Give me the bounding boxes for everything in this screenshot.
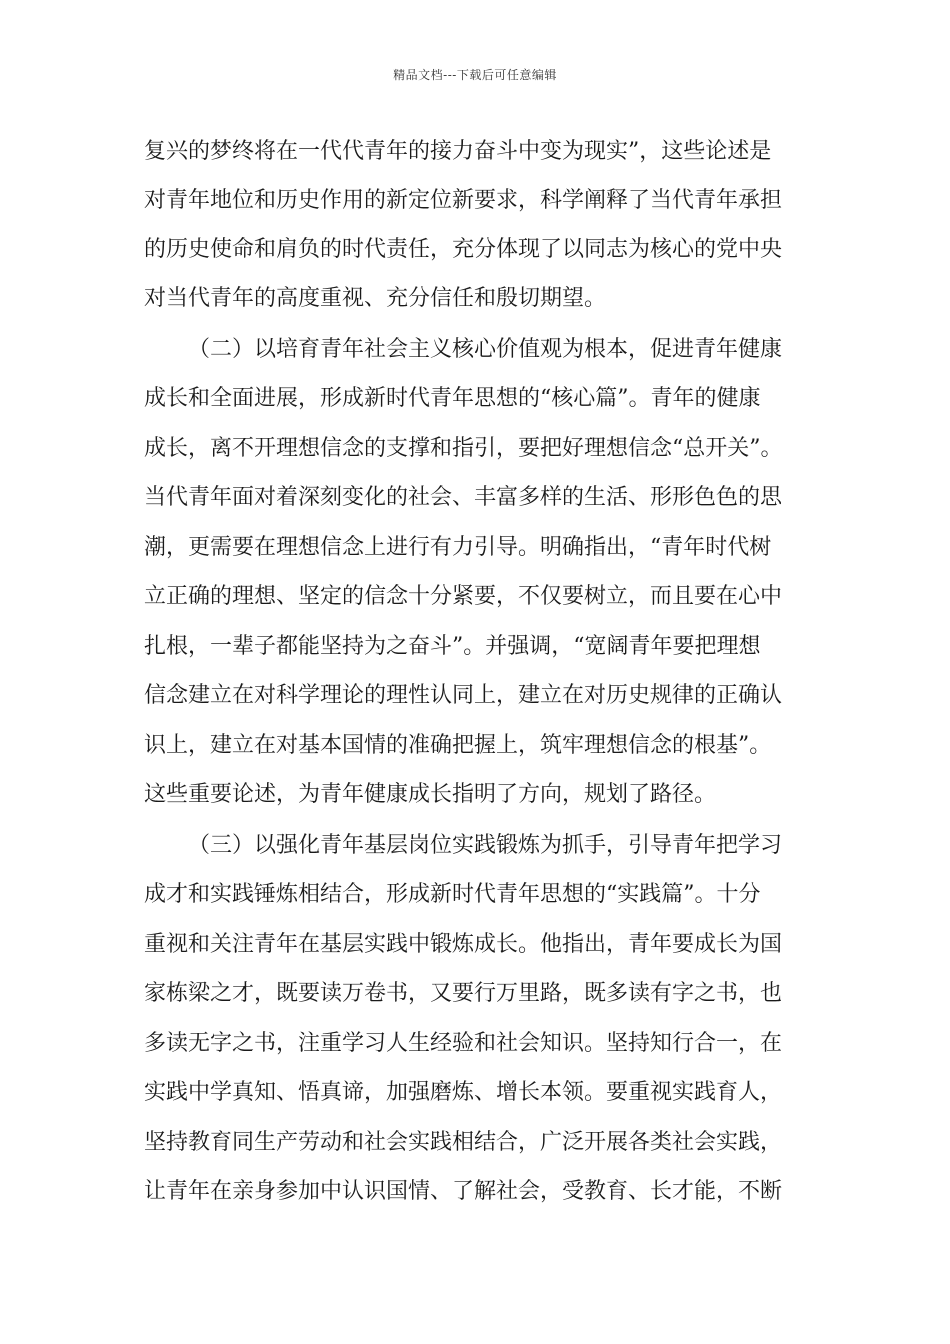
text-line: 重视和关注青年在基层实践中锻炼成长。他指出，青年要成长为国: [144, 932, 783, 957]
text-line: 复兴的梦终将在一代代青年的接力奋斗中变为现实”，这些论述是: [144, 139, 772, 164]
text-line: 对青年地位和历史作用的新定位新要求，科学阐释了当代青年承担: [144, 188, 783, 213]
text-line: 实践中学真知、悟真谛，加强磨炼、增长本领。要重视实践育人，: [144, 1080, 783, 1105]
text-line: 成长和全面进展，形成新时代青年思想的“核心篇”。青年的健康: [144, 386, 761, 411]
text-line: （二）以培育青年社会主义核心价值观为根本，促进青年健康: [188, 337, 783, 362]
text-line: 的历史使命和肩负的时代责任，充分体现了以同志为核心的党中央: [144, 237, 783, 262]
text-line: 成才和实践锤炼相结合，形成新时代青年思想的“实践篇”。十分: [144, 882, 761, 907]
text-line: 多读无字之书，注重学习人生经验和社会知识。坚持知行合一，在: [144, 1031, 783, 1056]
text-line: 立正确的理想、坚定的信念十分紧要，不仅要树立，而且要在心中: [144, 584, 783, 609]
text-line: 信念建立在对科学理论的理性认同上，建立在对历史规律的正确认: [144, 683, 783, 708]
page-header: 精品文档---下载后可任意编辑: [393, 68, 557, 82]
text-line: 识上，建立在对基本国情的准确把握上，筑牢理想信念的根基”。: [144, 733, 772, 758]
text-line: 成长，离不开理想信念的支撑和指引，要把好理想信念“总开关”。: [144, 436, 783, 461]
text-line: 扎根，一辈子都能坚持为之奋斗”。并强调，“宽阔青年要把理想: [144, 634, 761, 659]
text-line: 让青年在亲身参加中认识国情、了解社会，受教育、长才能，不断: [144, 1179, 783, 1204]
text-line: 对当代青年的高度重视、充分信任和殷切期望。: [144, 286, 607, 311]
text-line: 坚持教育同生产劳动和社会实践相结合，广泛开展各类社会实践，: [144, 1130, 783, 1155]
text-line: （三）以强化青年基层岗位实践锻炼为抓手，引导青年把学习: [188, 833, 783, 858]
text-line: 家栋梁之才，既要读万卷书，又要行万里路，既多读有字之书，也: [144, 981, 783, 1006]
text-line: 当代青年面对着深刻变化的社会、丰富多样的生活、形形色色的思: [144, 485, 783, 510]
text-line: 潮，更需要在理想信念上进行有力引导。明确指出，“青年时代树: [144, 535, 772, 560]
text-line: 这些重要论述，为青年健康成长指明了方向，规划了路径。: [144, 782, 717, 807]
